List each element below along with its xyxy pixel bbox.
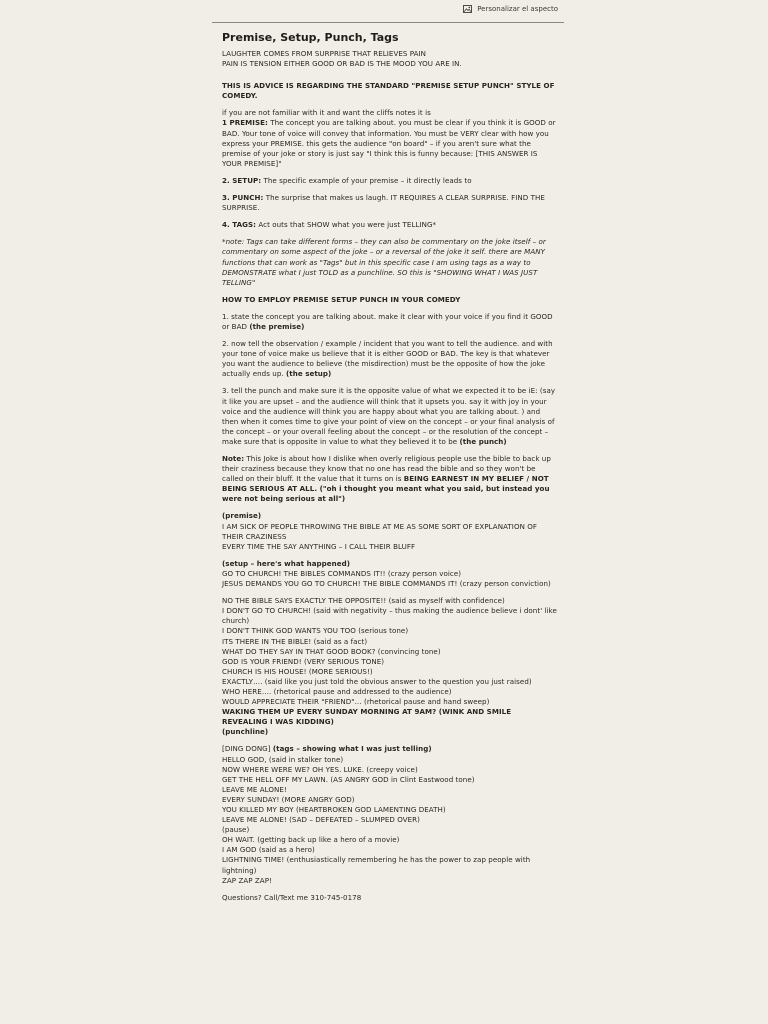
tags-text: Act outs that SHOW what you were just TELLING* — [256, 220, 437, 230]
image-icon — [463, 5, 472, 13]
setup-definition — [222, 176, 558, 186]
step-3 — [222, 386, 558, 447]
joke-note-label: Note: — [222, 454, 245, 463]
contact-line: Questions? Call/Text me 310-745-0178 — [222, 892, 362, 902]
step-1 — [222, 312, 558, 332]
joke-note-value: BEING EARNEST IN MY BELIEF / NOT BEING SERIOUS AT ALL. ("oh i thought you meant what you said, but instead you were not being serious at all") — [222, 474, 550, 504]
joke-note — [222, 454, 558, 504]
punchline: WAKING THEM UP EVERY SUNDAY MORNING AT 9AM? (WINK AND SMILE REVEALING I WAS KIDDING) (punchline) — [222, 707, 512, 737]
premise-section-text: I AM SICK OF PEOPLE THROWING THE BIBLE AT ME AS SOME SORT OF EXPLANATION OF THEIR CRAZINESS EVERY TIME THE SAY ANYTHING – I CALL THEIR BLUFF — [222, 521, 538, 551]
tags-label: 4. TAGS: — [222, 220, 257, 230]
setup-label: 2. SETUP: — [222, 175, 262, 185]
step-1-tag: (the premise) — [249, 321, 305, 331]
setup-text: The specific example of your premise – it directly leads to — [261, 175, 472, 185]
setup-lines: NO THE BIBLE SAYS EXACTLY THE OPPOSITE!! (said as myself with confidence) I DON'T GO TO CHURCH! (said with negativity – thus making the audience believe i dont' like church) I DON'T THINK GOD WANTS YOU TOO (serious tone) ITS THERE IN THE BIBLE! (said as a fact) WHAT DO THEY SAY IN THAT GOOD BOOK? (convincing tone) GOD IS YOUR FRIEND! (VERY SERIOUS TONE) CHURCH IS HIS HOUSE! (MORE SERIOUS!) EXACTLY…. (said like you just told the obvious answer to the question you just raised) WHO HERE…. (rhetorical pause and addressed to the audience) WOULD APPRECIATE THEIR "FRIEND"… (rhetorical pause and hand sweep) — [222, 596, 557, 707]
tags-intro-text: [DING DONG] — [222, 744, 273, 754]
step-2-text: 2. now tell the observation / example / incident that you want to tell the audience. and with your tone of voice make us believe that it is either GOOD or BAD. The key is that whatever you want the audience to believe (the misdirection) must be the opposite of how the joke actually ends up. — [222, 339, 553, 379]
joke-note-text: This Joke is about how I dislike when overly religious people use the bible to back up their craziness because they know that no one has read the bible and so they won't be called on their bluff. It the value that it turns on is — [222, 454, 551, 484]
cliffs-intro: if you are not familiar with it and want the cliffs notes it is — [222, 108, 431, 118]
tags-note: *note: Tags can take different forms – they can also be commentary on the joke itself – or commentary on some aspect of the joke – or a reversal of the joke it self. there are MANY functions that can work as "Tags" but in this specific case I am using tags as a way to DEMONSTRATE what I just TOLD as a punchline. SO this is "SHOWING WHAT I WAS JUST TELLING" — [222, 237, 546, 287]
setup-section-text: GO TO CHURCH! THE BIBLES COMMANDS IT!! (crazy person voice) JESUS DEMANDS YOU GO TO CHURCH! THE BIBLE COMMANDS IT! (crazy person conviction) — [222, 568, 551, 589]
punch-text: The surprise that makes us laugh. IT REQUIRES A CLEAR SURPRISE. FIND THE SURPRISE. — [222, 193, 545, 213]
page-title: Premise, Setup, Punch, Tags — [222, 31, 399, 44]
tags-intro-label: (tags – showing what I was just telling) — [272, 744, 432, 754]
customize-appearance-label: Personalizar el aspecto — [477, 5, 558, 13]
howto-heading: HOW TO EMPLOY PREMISE SETUP PUNCH IN YOUR COMEDY — [222, 294, 461, 304]
document-page — [212, 0, 564, 1024]
customize-appearance-button[interactable] — [463, 5, 558, 13]
tags-definition — [222, 220, 558, 230]
document-body — [212, 45, 564, 903]
step-2-tag: (the setup) — [286, 369, 332, 379]
tags-intro — [222, 744, 558, 754]
step-1-text: 1. state the concept you are talking about. make it clear with your voice if you find it GOOD or BAD — [222, 311, 553, 331]
step-3-text: 3. tell the punch and make sure it is the opposite value of what we expected it to be iE: (say it like you are upset – and the audience will think that it upsets you. say it with joy in your voice and the audience will think you are happy about what you are talking about. ) and then when it comes time to give your point of view on the concept – or your final analysis of the concept – or your overall feeling about the concept – or the resolution of the concept – make sure that is opposite in value to what they believed it to be — [222, 386, 556, 446]
premise-label: 1 PREMISE: — [222, 118, 268, 128]
step-2 — [222, 339, 558, 379]
premise-definition — [222, 118, 558, 168]
step-3-tag: (the punch) — [459, 436, 507, 446]
tags-lines: HELLO GOD, (said in stalker tone) NOW WHERE WERE WE? OH YES. LUKE. (creepy voice) GET THE HELL OFF MY LAWN. (AS ANGRY GOD in Clint Eastwood tone) LEAVE ME ALONE! EVERY SUNDAY! (MORE ANGRY GOD) YOU KILLED MY BOY (HEARTBROKEN GOD LAMENTING DEATH) LEAVE ME ALONE! (SAD – DEFEATED – SLUMPED OVER) (pause) OH WAIT. (getting back up like a hero of a movie) I AM GOD (said as a hero) LIGHTNING TIME! (enthusiastically remembering he has the power to zap people with lightning) ZAP ZAP ZAP! — [222, 754, 531, 885]
intro-paragraph: LAUGHTER COMES FROM SURPRISE THAT RELIEVES PAIN PAIN IS TENSION EITHER GOOD OR BAD IS THE MOOD YOU ARE IN. — [222, 49, 462, 69]
setup-section-label: (setup – here's what happened) — [222, 558, 351, 568]
document-toolbar — [212, 0, 564, 23]
punch-definition — [222, 193, 558, 213]
premise-text: The concept you are talking about. you must be clear if you think it is GOOD or BAD. Your tone of voice will convey that information. You must be VERY clear with how you express your PREMISE. this gets the audience "on board" – if you aren't sure what the premise of your joke or story is just say "I think this is funny because: [THIS ANSWER IS YOUR PREMISE]" — [222, 118, 556, 168]
premise-section-label: (premise) — [222, 511, 262, 521]
advice-heading: THIS IS ADVICE IS REGARDING THE STANDARD "PREMISE SETUP PUNCH" STYLE OF COMEDY. — [222, 81, 555, 101]
punch-label: 3. PUNCH: — [222, 193, 264, 203]
